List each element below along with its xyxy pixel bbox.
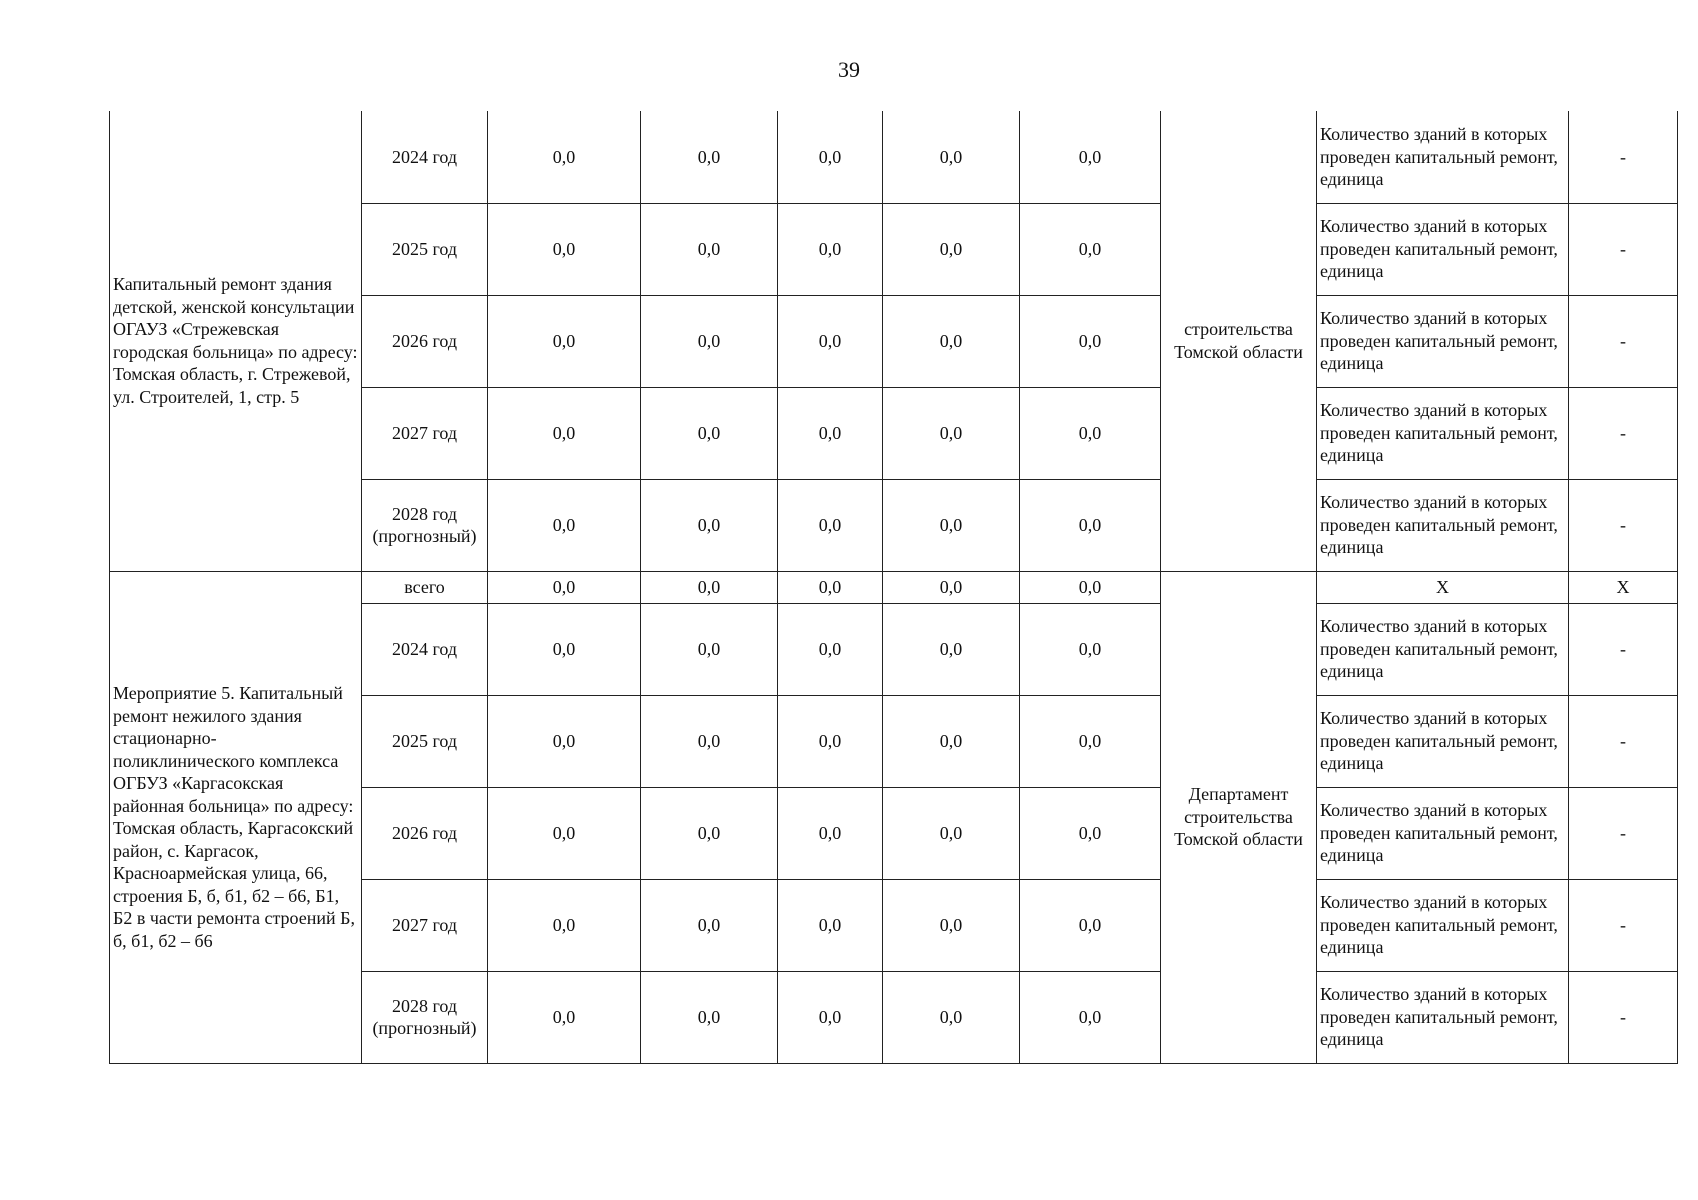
value-cell: 0,0 xyxy=(1020,295,1161,387)
year-cell: 2027 год xyxy=(362,387,488,479)
indicator-cell: Количество зданий в которых проведен капитальный ремонт, единица xyxy=(1317,879,1569,971)
value-cell: 0,0 xyxy=(883,971,1020,1063)
value-cell: 0,0 xyxy=(778,603,883,695)
indicator-cell: Количество зданий в которых проведен капитальный ремонт, единица xyxy=(1317,787,1569,879)
value-cell: 0,0 xyxy=(488,695,641,787)
year-cell: 2028 год (прогнозный) xyxy=(362,971,488,1063)
value-cell: 0,0 xyxy=(641,879,778,971)
result-cell: X xyxy=(1569,571,1678,603)
value-cell: 0,0 xyxy=(641,387,778,479)
value-cell: 0,0 xyxy=(641,787,778,879)
result-cell: - xyxy=(1569,295,1678,387)
year-cell: всего xyxy=(362,571,488,603)
value-cell: 0,0 xyxy=(883,203,1020,295)
year-cell: 2024 год xyxy=(362,603,488,695)
year-cell: 2025 год xyxy=(362,203,488,295)
value-cell: 0,0 xyxy=(488,571,641,603)
value-cell: 0,0 xyxy=(1020,971,1161,1063)
value-cell: 0,0 xyxy=(488,879,641,971)
value-cell: 0,0 xyxy=(1020,695,1161,787)
value-cell: 0,0 xyxy=(778,787,883,879)
indicator-cell: Количество зданий в которых проведен капитальный ремонт, единица xyxy=(1317,387,1569,479)
value-cell: 0,0 xyxy=(1020,603,1161,695)
value-cell: 0,0 xyxy=(1020,387,1161,479)
value-cell: 0,0 xyxy=(883,479,1020,571)
value-cell: 0,0 xyxy=(488,111,641,203)
value-cell: 0,0 xyxy=(488,295,641,387)
value-cell: 0,0 xyxy=(488,203,641,295)
result-cell: - xyxy=(1569,479,1678,571)
value-cell: 0,0 xyxy=(778,387,883,479)
indicator-cell: Количество зданий в которых проведен капитальный ремонт, единица xyxy=(1317,695,1569,787)
indicator-cell: Количество зданий в которых проведен капитальный ремонт, единица xyxy=(1317,479,1569,571)
result-cell: - xyxy=(1569,603,1678,695)
value-cell: 0,0 xyxy=(1020,571,1161,603)
value-cell: 0,0 xyxy=(883,111,1020,203)
result-cell: - xyxy=(1569,203,1678,295)
year-cell: 2024 год xyxy=(362,111,488,203)
year-cell: 2026 год xyxy=(362,295,488,387)
year-cell: 2025 год xyxy=(362,695,488,787)
value-cell: 0,0 xyxy=(488,971,641,1063)
value-cell: 0,0 xyxy=(883,787,1020,879)
activity-description: Мероприятие 5. Капитальный ремонт нежилого здания стационарно-поликлинического комплекса ОГБУЗ «Каргасокская районная больница» по адресу: Томская область, Каргасокский район, с. Каргасок, Красноармейская улица, 66, строения Б, б, б1, б2 – б6, Б1, Б2 в части ремонта строений Б, б, б1, б2 – б6 xyxy=(110,571,362,1063)
indicator-cell: Количество зданий в которых проведен капитальный ремонт, единица xyxy=(1317,295,1569,387)
indicator-cell: Количество зданий в которых проведен капитальный ремонт, единица xyxy=(1317,603,1569,695)
value-cell: 0,0 xyxy=(641,111,778,203)
result-cell: - xyxy=(1569,971,1678,1063)
value-cell: 0,0 xyxy=(641,571,778,603)
value-cell: 0,0 xyxy=(641,203,778,295)
indicator-cell: Количество зданий в которых проведен капитальный ремонт, единица xyxy=(1317,111,1569,203)
value-cell: 0,0 xyxy=(1020,879,1161,971)
value-cell: 0,0 xyxy=(488,479,641,571)
program-table xyxy=(109,111,1678,1064)
result-cell: - xyxy=(1569,879,1678,971)
value-cell: 0,0 xyxy=(641,295,778,387)
value-cell: 0,0 xyxy=(1020,479,1161,571)
result-cell: - xyxy=(1569,695,1678,787)
value-cell: 0,0 xyxy=(488,387,641,479)
indicator-cell: Количество зданий в которых проведен капитальный ремонт, единица xyxy=(1317,203,1569,295)
year-cell: 2028 год (прогнозный) xyxy=(362,479,488,571)
value-cell: 0,0 xyxy=(883,387,1020,479)
value-cell: 0,0 xyxy=(778,203,883,295)
value-cell: 0,0 xyxy=(1020,203,1161,295)
value-cell: 0,0 xyxy=(883,295,1020,387)
value-cell: 0,0 xyxy=(1020,111,1161,203)
value-cell: 0,0 xyxy=(883,695,1020,787)
activity-description: Капитальный ремонт здания детской, женской консультации ОГАУЗ «Стрежевская городская больница» по адресу: Томская область, г. Стрежевой, ул. Строителей, 1, стр. 5 xyxy=(110,111,362,571)
value-cell: 0,0 xyxy=(883,603,1020,695)
value-cell: 0,0 xyxy=(641,971,778,1063)
value-cell: 0,0 xyxy=(778,571,883,603)
value-cell: 0,0 xyxy=(641,695,778,787)
value-cell: 0,0 xyxy=(778,479,883,571)
value-cell: 0,0 xyxy=(641,603,778,695)
department-cell: строительства Томской области xyxy=(1161,111,1317,571)
table-row xyxy=(110,111,1678,203)
value-cell: 0,0 xyxy=(778,295,883,387)
value-cell: 0,0 xyxy=(778,695,883,787)
value-cell: 0,0 xyxy=(1020,787,1161,879)
value-cell: 0,0 xyxy=(778,111,883,203)
value-cell: 0,0 xyxy=(488,787,641,879)
year-cell: 2027 год xyxy=(362,879,488,971)
value-cell: 0,0 xyxy=(488,603,641,695)
department-cell: Департамент строительства Томской области xyxy=(1161,571,1317,1063)
result-cell: - xyxy=(1569,111,1678,203)
table-row-total xyxy=(110,571,1678,603)
value-cell: 0,0 xyxy=(778,879,883,971)
indicator-cell: X xyxy=(1317,571,1569,603)
result-cell: - xyxy=(1569,387,1678,479)
indicator-cell: Количество зданий в которых проведен капитальный ремонт, единица xyxy=(1317,971,1569,1063)
year-cell: 2026 год xyxy=(362,787,488,879)
result-cell: - xyxy=(1569,787,1678,879)
page-number: 39 xyxy=(838,57,860,82)
value-cell: 0,0 xyxy=(883,571,1020,603)
value-cell: 0,0 xyxy=(778,971,883,1063)
value-cell: 0,0 xyxy=(641,479,778,571)
value-cell: 0,0 xyxy=(883,879,1020,971)
